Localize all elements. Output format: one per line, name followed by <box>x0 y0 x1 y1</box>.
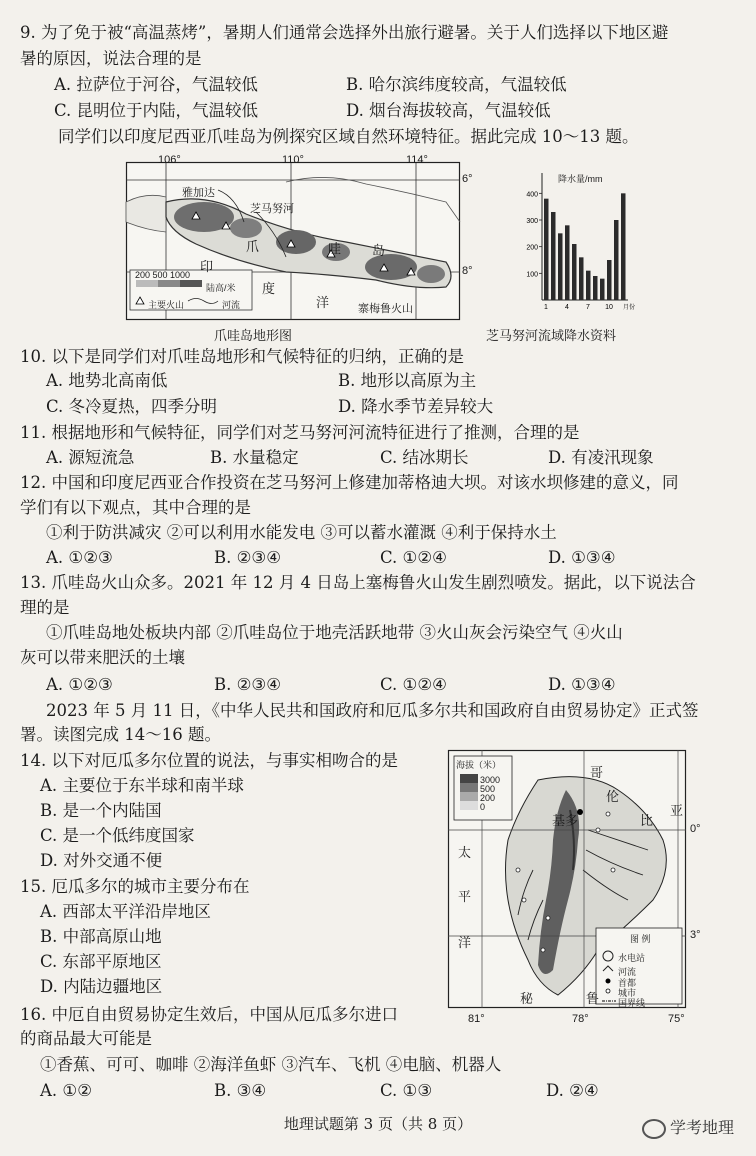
watermark-text: 学考地理 <box>669 1120 734 1137</box>
java-lon-110: 110° <box>282 154 304 166</box>
q14-option-a: A. 主要位于东半球和南半球 <box>40 776 244 795</box>
legend-city: 城市 <box>618 988 637 998</box>
precip-bar-month-2 <box>551 212 556 300</box>
precip-bar-month-4 <box>565 225 570 300</box>
ecuador-lat-0: 0° <box>690 823 701 835</box>
precip-bar-month-1 <box>544 199 549 300</box>
watermark <box>642 1115 734 1139</box>
java-map-caption: 爪哇岛地形图 <box>214 329 293 344</box>
q15-option-d: D. 内陆边疆地区 <box>40 977 163 996</box>
ecuador-elevation-legend-title: 海拔（米） <box>456 760 502 770</box>
label-cimanuk-river: 芝马努河 <box>250 203 294 215</box>
capital-icon <box>606 979 611 984</box>
q16-stem-line1: 16. 中厄自由贸易协定生效后，中国从厄瓜多尔进口 <box>20 1005 398 1024</box>
precip-x-unit-label: 月份 <box>623 305 636 311</box>
precip-x-tick-label: 1 <box>544 304 548 311</box>
q15-option-a: A. 西部太平洋沿岸地区 <box>40 902 211 921</box>
java-terrain-map <box>126 162 460 320</box>
intro-10-13: 同学们以印度尼西亚爪哇岛为例探究区域自然环境特征。据此完成 10～13 题。 <box>58 127 639 146</box>
q10-stem: 10. 以下是同学们对爪哇岛地形和气候特征的归纳，正确的是 <box>20 347 464 366</box>
label-pacific-1: 太 <box>458 846 472 861</box>
precip-y-tick-label: 300 <box>526 218 538 225</box>
q16-option-b: B. ③④ <box>214 1081 267 1100</box>
q16-option-c: C. ①③ <box>380 1081 433 1100</box>
java-lon-106: 106° <box>158 154 181 166</box>
ecuador-legend-title: 图 例 <box>630 934 651 944</box>
q15-stem: 15. 厄瓜多尔的城市主要分布在 <box>20 877 250 896</box>
q9-option-a: A. 拉萨位于河谷，气温较低 <box>54 75 258 94</box>
q9-option-d: D. 烟台海拔较高，气温较低 <box>346 101 551 120</box>
legend-river: 河流 <box>618 967 637 977</box>
q15-option-b: B. 中部高原山地 <box>40 927 162 946</box>
precip-x-tick-label: 10 <box>605 304 613 311</box>
legend-border: 国界线 <box>618 998 646 1008</box>
label-colombia-2: 伦 <box>606 790 620 805</box>
intro-14-16-line2: 署。读图完成 14～16 题。 <box>20 725 221 744</box>
label-jakarta: 雅加达 <box>182 187 215 199</box>
precipitation-chart <box>520 168 636 320</box>
q16-statements: ①香蕉、可可、咖啡 ②海洋鱼虾 ③汽车、飞机 ④电脑、机器人 <box>40 1055 502 1074</box>
label-pacific-2: 平 <box>458 890 472 905</box>
label-peru-2: 鲁 <box>586 992 600 1007</box>
precip-y-tick-label: 100 <box>526 271 538 279</box>
wechat-icon <box>642 1119 666 1139</box>
q13-option-c: C. ①②④ <box>380 675 447 694</box>
q9-option-b: B. 哈尔滨纬度较高，气温较低 <box>346 75 567 94</box>
q10-option-c: C. 冬冷夏热，四季分明 <box>46 397 218 416</box>
q10-option-d: D. 降水季节差异较大 <box>338 397 494 416</box>
label-semeru-volcano: 寨梅鲁火山 <box>358 303 413 315</box>
q13-option-a: A. ①②③ <box>46 675 113 694</box>
intro-14-16-line1: 2023 年 5 月 11 日，《中华人民共和国政府和厄瓜多尔共和国政府自由贸易协定》正式签 <box>46 701 699 720</box>
precip-bar-month-5 <box>572 244 577 300</box>
label-dao: 岛 <box>372 244 386 259</box>
label-colombia-1: 哥 <box>590 766 604 781</box>
q11-stem: 11. 根据地形和气候特征，同学们对芝马努河河流特征进行了推测，合理的是 <box>20 423 580 442</box>
label-zhua: 爪 <box>246 240 260 255</box>
elevation-legend-unit: 陆高/米 <box>206 283 236 293</box>
q16-option-d: D. ②④ <box>546 1081 599 1100</box>
java-lat-8: 8° <box>462 265 473 277</box>
precip-chart-caption: 芝马努河流域降水资料 <box>486 329 617 344</box>
q14-stem: 14. 以下对厄瓜多尔位置的说法，与事实相吻合的是 <box>20 751 398 770</box>
q13-option-b: B. ②③④ <box>214 675 281 694</box>
q14-option-b: B. 是一个内陆国 <box>40 801 162 820</box>
q12-option-c: C. ①②④ <box>380 548 447 567</box>
precip-x-tick-label: 4 <box>565 304 569 311</box>
q11-option-c: C. 结冰期长 <box>380 448 469 467</box>
volcano-legend-label: 主要火山 <box>148 300 185 310</box>
label-peru-1: 秘 <box>520 992 534 1007</box>
q12-option-d: D. ①③④ <box>548 548 616 567</box>
q14-option-c: C. 是一个低纬度国家 <box>40 826 195 845</box>
label-yang: 洋 <box>316 296 330 311</box>
q14-option-d: D. 对外交通不便 <box>40 851 163 870</box>
ecuador-lat-3: 3° <box>690 929 701 941</box>
precip-bar-month-11 <box>614 220 619 300</box>
legend-hydropower: 水电站 <box>618 953 646 963</box>
elevation-legend-values: 200 500 1000 <box>135 270 191 280</box>
precip-bar-month-3 <box>558 233 563 300</box>
precip-bar-month-12 <box>621 193 626 300</box>
q15-option-c: C. 东部平原地区 <box>40 952 162 971</box>
ecuador-lon-75: 75° <box>668 1013 685 1025</box>
q12-option-b: B. ②③④ <box>214 548 281 567</box>
q9-stem-line1: 9. 为了免于被“高温蒸烤”，暑期人们通常会选择外出旅行避暑。关于人们选择以下地区避 <box>20 23 669 42</box>
q16-stem-line2: 的商品最大可能是 <box>20 1029 152 1048</box>
precip-bar-month-8 <box>593 276 598 300</box>
label-yin: 印 <box>200 260 214 275</box>
precip-bar-month-9 <box>600 279 605 300</box>
q10-option-a: A. 地势北高南低 <box>46 371 168 390</box>
q13-option-d: D. ①③④ <box>548 675 616 694</box>
label-wa: 哇 <box>328 242 342 257</box>
q9-option-c: C. 昆明位于内陆，气温较低 <box>54 101 259 120</box>
label-colombia-3: 比 <box>640 814 654 829</box>
q12-statements: ①利于防洪减灾 ②可以利用水能发电 ③可以蓄水灌溉 ④利于保持水土 <box>46 523 557 542</box>
q16-option-a: A. ①② <box>40 1081 92 1100</box>
java-lon-114: 114° <box>406 154 428 166</box>
ecuador-lon-81: 81° <box>468 1013 485 1025</box>
q13-stem-line2: 理的是 <box>20 598 70 617</box>
precip-x-tick-label: 7 <box>586 304 590 311</box>
elevation-200: 200 <box>480 793 496 803</box>
precip-y-tick-label: 200 <box>526 244 538 252</box>
precip-bar-month-6 <box>579 257 584 300</box>
q12-option-a: A. ①②③ <box>46 548 113 567</box>
q10-option-b: B. 地形以高原为主 <box>338 371 477 390</box>
q12-stem-line1: 12. 中国和印度尼西亚合作投资在芝马努河上修建加蒂格迪大坝。对该水坝修建的意义，同 <box>20 473 679 492</box>
q13-statements-line1: ①爪哇岛地处板块内部 ②爪哇岛位于地壳活跃地带 ③火山灰会污染空气 ④火山 <box>46 623 623 642</box>
precip-chart-y-title: 降水量/mm <box>558 174 603 184</box>
river-legend-label: 河流 <box>222 300 241 310</box>
city-icon <box>606 989 610 993</box>
q11-option-d: D. 有凌汛现象 <box>548 448 654 467</box>
q12-stem-line2: 学们有以下观点，其中合理的是 <box>20 498 251 517</box>
precip-y-tick-label: 400 <box>526 191 538 199</box>
label-du: 度 <box>262 282 276 297</box>
label-quito: 基多 <box>552 814 579 829</box>
q13-stem-line1: 13. 爪哇岛火山众多。2021 年 12 月 4 日岛上塞梅鲁火山发生剧烈喷发。据此，以下说法合 <box>20 573 696 592</box>
q11-option-b: B. 水量稳定 <box>210 448 299 467</box>
label-colombia-4: 亚 <box>670 804 684 819</box>
q11-option-a: A. 源短流急 <box>46 448 135 467</box>
elevation-3000: 3000 <box>480 775 501 785</box>
q9-stem-line2: 暑的原因，说法合理的是 <box>20 49 202 68</box>
precip-bar-month-10 <box>607 260 612 300</box>
label-pacific-3: 洋 <box>458 936 472 951</box>
ecuador-lon-78: 78° <box>572 1013 589 1025</box>
elevation-0: 0 <box>480 802 486 812</box>
page-footer: 地理试题第 3 页（共 8 页） <box>283 1115 473 1133</box>
legend-capital: 首都 <box>618 978 637 988</box>
elevation-500: 500 <box>480 784 496 794</box>
precip-bar-month-7 <box>586 271 591 300</box>
java-lat-6: 6° <box>462 173 473 185</box>
q13-statements-line2: 灰可以带来肥沃的土壤 <box>20 648 185 667</box>
